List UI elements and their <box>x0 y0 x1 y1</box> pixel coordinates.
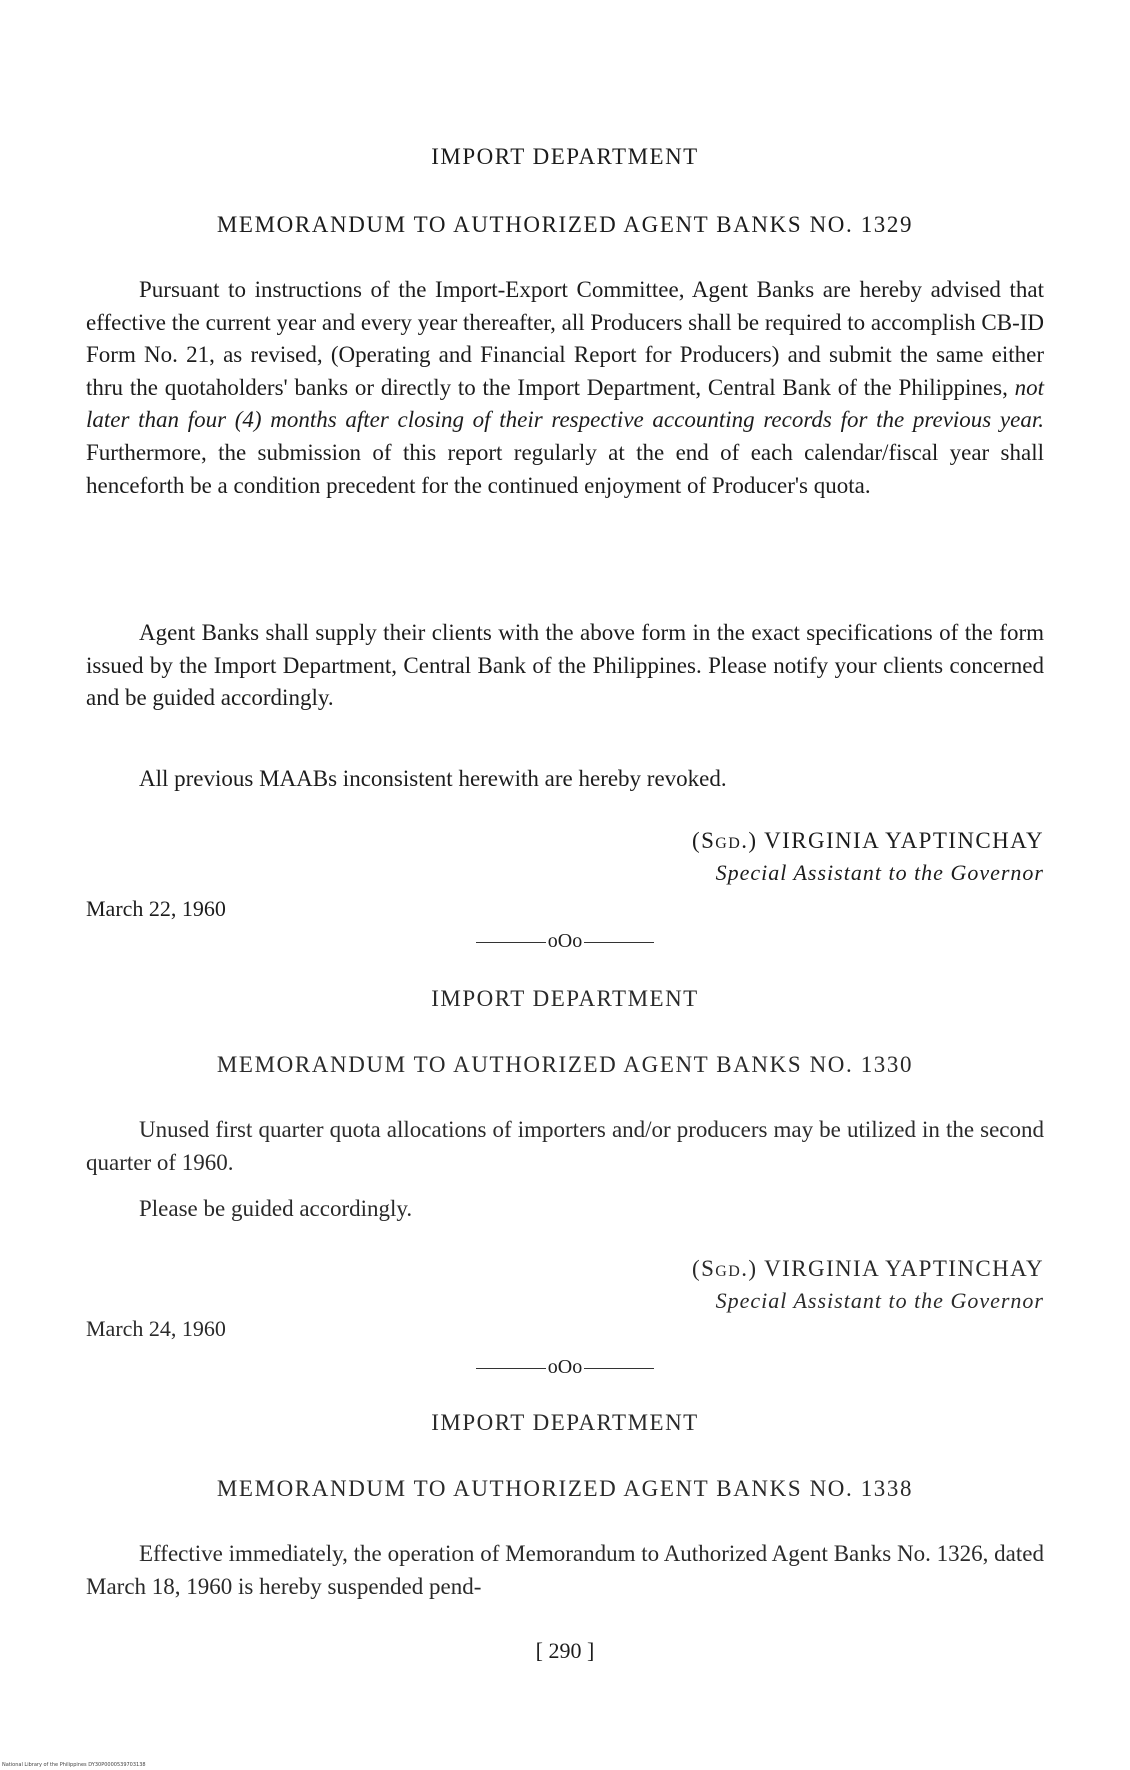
memo2-department-heading: IMPORT DEPARTMENT <box>431 986 699 1011</box>
memo3-title: MEMORANDUM TO AUTHORIZED AGENT BANKS NO. 1338 <box>216 1476 914 1501</box>
memo3-department-heading: IMPORT DEPARTMENT <box>431 1410 699 1435</box>
memo2-signature-line <box>692 1256 1044 1282</box>
memo1-title: MEMORANDUM TO AUTHORIZED AGENT BANKS NO. 1329 <box>216 212 914 237</box>
memo1-paragraph-1-italic: not later than four (4) months after closing of their respective accounting records for the previous year. <box>86 374 1044 433</box>
memo2-title: MEMORANDUM TO AUTHORIZED AGENT BANKS NO. 1330 <box>216 1052 914 1077</box>
separator-1-text: oOo <box>547 930 583 952</box>
memo2-paragraph-2 <box>86 1193 1044 1226</box>
memo1-signature-line <box>692 828 1044 854</box>
memo1-paragraph-1 <box>86 274 1044 502</box>
memo3-paragraph-1 <box>86 1538 1044 1603</box>
page-number: [ 290 ] <box>535 1638 595 1663</box>
separator-2 <box>0 1356 1130 1379</box>
memo1-signatory: VIRGINIA YAPTINCHAY <box>764 828 1044 853</box>
memo2-date: March 24, 1960 <box>86 1316 226 1341</box>
memo3-paragraph-1-text: Effective immediately, the operation of Memorandum to Authorized Agent Banks No. 1326, dated March 18, 1960 is hereby suspended pend- <box>86 1541 1044 1599</box>
memo1-paragraph-2 <box>86 617 1044 715</box>
memo1-paragraph-3-text: All previous MAABs inconsistent herewith are hereby revoked. <box>139 766 727 791</box>
memo1-date: March 22, 1960 <box>86 896 226 921</box>
memo1-department-heading: IMPORT DEPARTMENT <box>431 144 699 169</box>
footer-attribution: National Library of the Philippines DY30P0000539703138 <box>2 1762 146 1768</box>
memo1-signatory-title: Special Assistant to the Governor <box>715 860 1044 885</box>
memo1-sgd: (Sgd.) <box>692 828 758 853</box>
memo2-signatory: VIRGINIA YAPTINCHAY <box>764 1256 1044 1281</box>
memo1-paragraph-1-part-a: Pursuant to instructions of the Import-Export Committee, Agent Banks are hereby advised that effective the current year and every year thereafter, all Producers shall be required to accomplish CB-ID Form No. 21, as revised, (Operating and Financial Report for Producers) and submit the same either thru the quotaholders' banks or directly to the Import Department, Central Bank of the Philippines, <box>86 277 1044 400</box>
memo2-signatory-title: Special Assistant to the Governor <box>715 1288 1044 1313</box>
memo1-paragraph-2-text: Agent Banks shall supply their clients with the above form in the exact specifications of the form issued by the Import Department, Central Bank of the Philippines. Please notify your clients concerned and be guided accordingly. <box>86 620 1044 711</box>
memo2-paragraph-1-text: Unused first quarter quota allocations of importers and/or producers may be utilized in the second quarter of 1960. <box>86 1117 1044 1175</box>
memo2-paragraph-2-text: Please be guided accordingly. <box>139 1196 413 1221</box>
memo2-paragraph-1 <box>86 1114 1044 1179</box>
separator-1 <box>0 930 1130 953</box>
memo2-sgd: (Sgd.) <box>692 1256 758 1281</box>
memo1-paragraph-3 <box>86 763 1044 796</box>
separator-2-text: oOo <box>547 1356 583 1378</box>
memo1-paragraph-1-part-b: Furthermore, the submission of this report regularly at the end of each calendar/fiscal year shall henceforth be a condition precedent for the continued enjoyment of Producer's quota. <box>86 439 1044 498</box>
